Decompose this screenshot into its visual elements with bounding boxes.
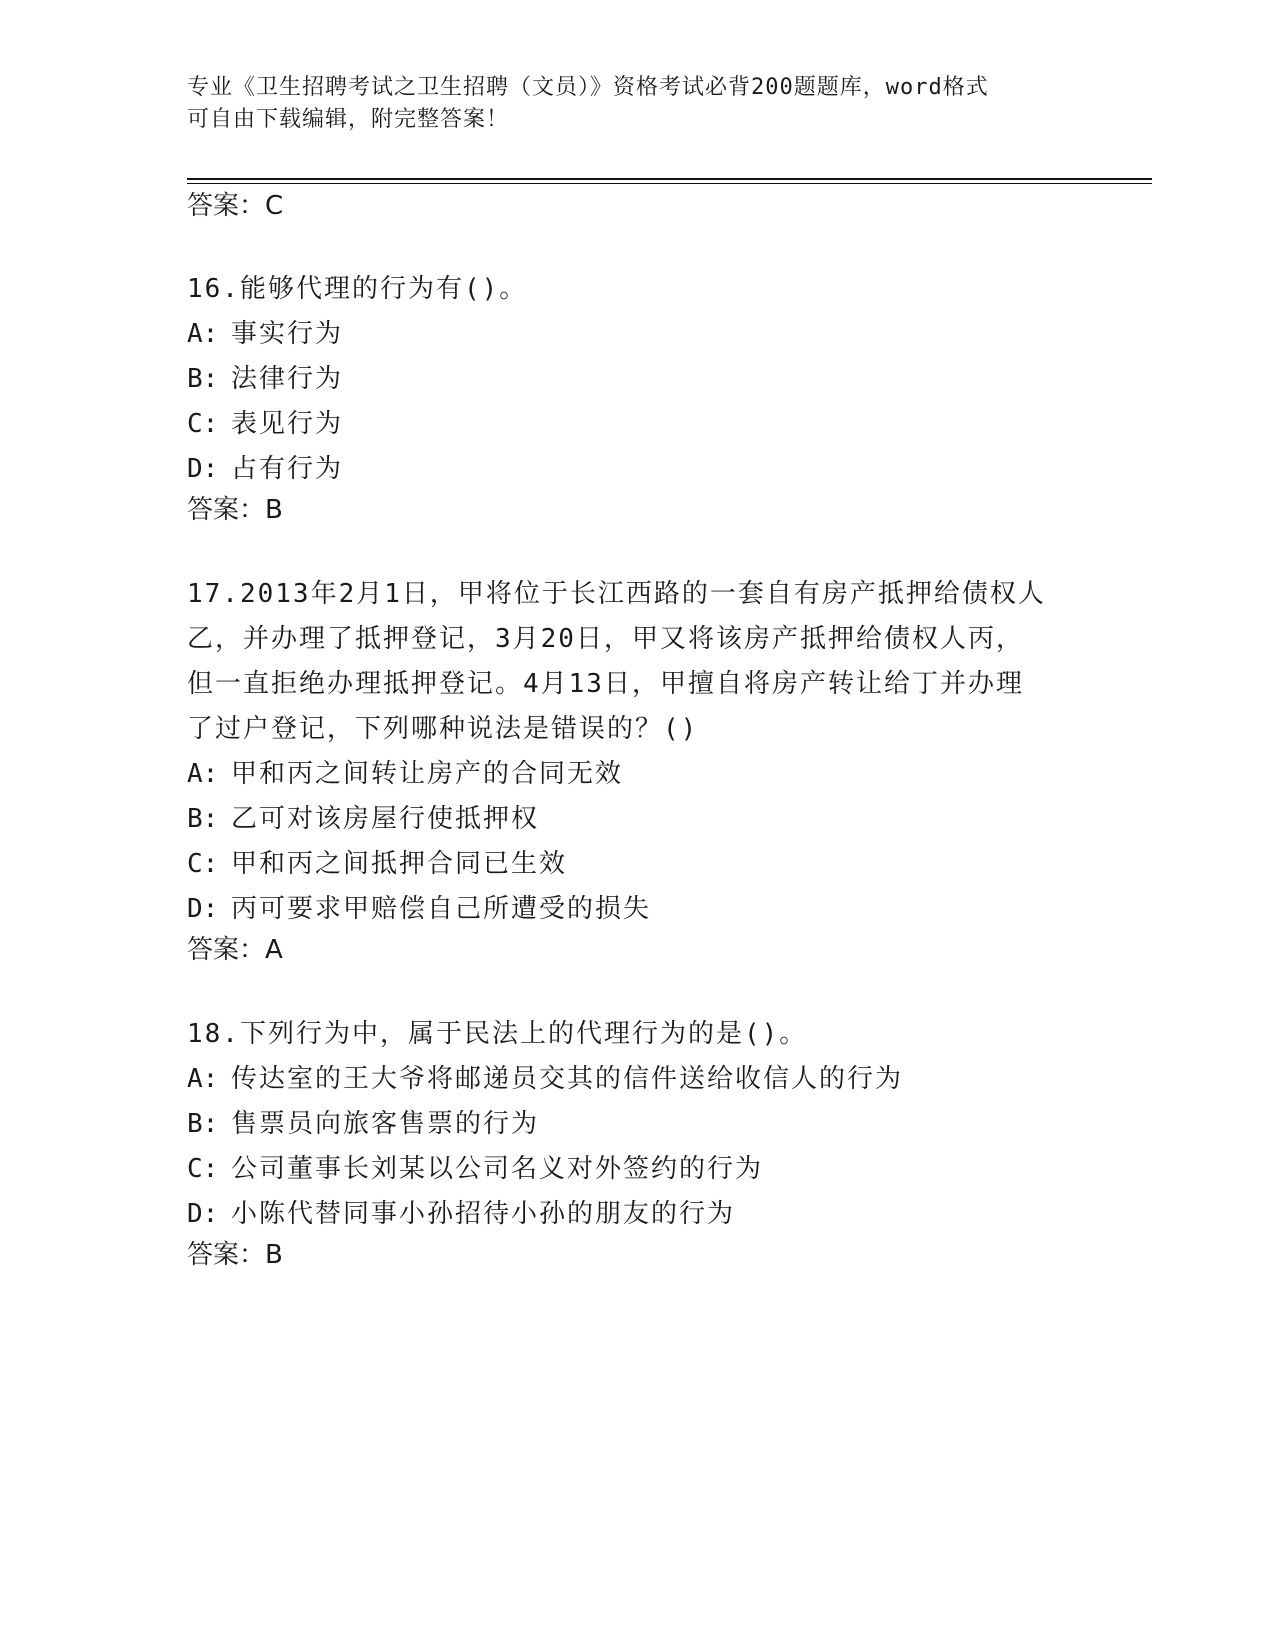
option-letter: A: xyxy=(187,319,219,349)
question-17-stem-line-1: 17.2013年2月1日，甲将位于长江西路的一套自有房产抵押给债权人 xyxy=(187,579,1046,609)
option-letter: D: xyxy=(187,1199,219,1229)
option-text: 甲和丙之间抵押合同已生效 xyxy=(231,849,568,879)
option-letter: B: xyxy=(187,1109,219,1139)
question-17-option-c xyxy=(187,842,1087,887)
document-header xyxy=(187,72,1067,136)
option-letter: D: xyxy=(187,894,219,924)
question-16-option-d xyxy=(187,447,1087,492)
question-16-option-a xyxy=(187,312,1087,357)
question-18-option-b xyxy=(187,1102,1087,1147)
option-text: 占有行为 xyxy=(231,454,344,484)
header-line-1: 专业《卫生招聘考试之卫生招聘（文员）》资格考试必背200题题库，word格式 xyxy=(187,75,989,100)
question-17-option-b xyxy=(187,797,1087,842)
previous-answer: 答案：C xyxy=(187,191,284,221)
option-letter: A: xyxy=(187,759,219,789)
option-text: 小陈代替同事小孙招待小孙的朋友的行为 xyxy=(231,1199,736,1229)
option-letter: D: xyxy=(187,454,219,484)
option-letter: C: xyxy=(187,1154,219,1184)
option-letter: B: xyxy=(187,804,219,834)
option-letter: A: xyxy=(187,1064,219,1094)
option-text: 售票员向旅客售票的行为 xyxy=(231,1109,540,1139)
header-divider-thick xyxy=(187,178,1152,180)
option-letter: B: xyxy=(187,364,219,394)
option-text: 传达室的王大爷将邮递员交其的信件送给收信人的行为 xyxy=(231,1064,904,1094)
option-text: 事实行为 xyxy=(231,319,344,349)
question-17-answer: 答案：A xyxy=(187,935,283,965)
question-18 xyxy=(187,1012,1087,1237)
header-line-2: 可自由下载编辑，附完整答案！ xyxy=(187,107,510,132)
question-17-option-d xyxy=(187,887,1087,932)
option-letter: C: xyxy=(187,849,219,879)
question-17-stem-line-2: 乙，并办理了抵押登记，3月20日，甲又将该房产抵押给债权人丙， xyxy=(187,624,1024,654)
question-18-option-c xyxy=(187,1147,1087,1192)
option-letter: C: xyxy=(187,409,219,439)
question-16-answer: 答案：B xyxy=(187,495,283,525)
question-16-stem: 16.能够代理的行为有()。 xyxy=(187,274,528,304)
question-16-option-b xyxy=(187,357,1087,402)
option-text: 乙可对该房屋行使抵押权 xyxy=(231,804,540,834)
question-17-option-a xyxy=(187,752,1087,797)
question-18-option-d xyxy=(187,1192,1087,1237)
question-18-option-a xyxy=(187,1057,1087,1102)
question-18-stem: 18.下列行为中，属于民法上的代理行为的是()。 xyxy=(187,1019,808,1049)
question-17-stem-line-3: 但一直拒绝办理抵押登记。4月13日，甲擅自将房产转让给丁并办理 xyxy=(187,669,1024,699)
option-text: 公司董事长刘某以公司名义对外签约的行为 xyxy=(231,1154,764,1184)
question-18-answer: 答案：B xyxy=(187,1240,283,1270)
question-16 xyxy=(187,267,1087,492)
header-divider-thin xyxy=(187,183,1152,184)
question-16-option-c xyxy=(187,402,1087,447)
option-text: 法律行为 xyxy=(231,364,344,394)
option-text: 表见行为 xyxy=(231,409,344,439)
question-17-stem-line-4: 了过户登记，下列哪种说法是错误的？() xyxy=(187,714,699,744)
question-17 xyxy=(187,572,1087,932)
option-text: 甲和丙之间转让房产的合同无效 xyxy=(231,759,624,789)
option-text: 丙可要求甲赔偿自己所遭受的损失 xyxy=(231,894,652,924)
